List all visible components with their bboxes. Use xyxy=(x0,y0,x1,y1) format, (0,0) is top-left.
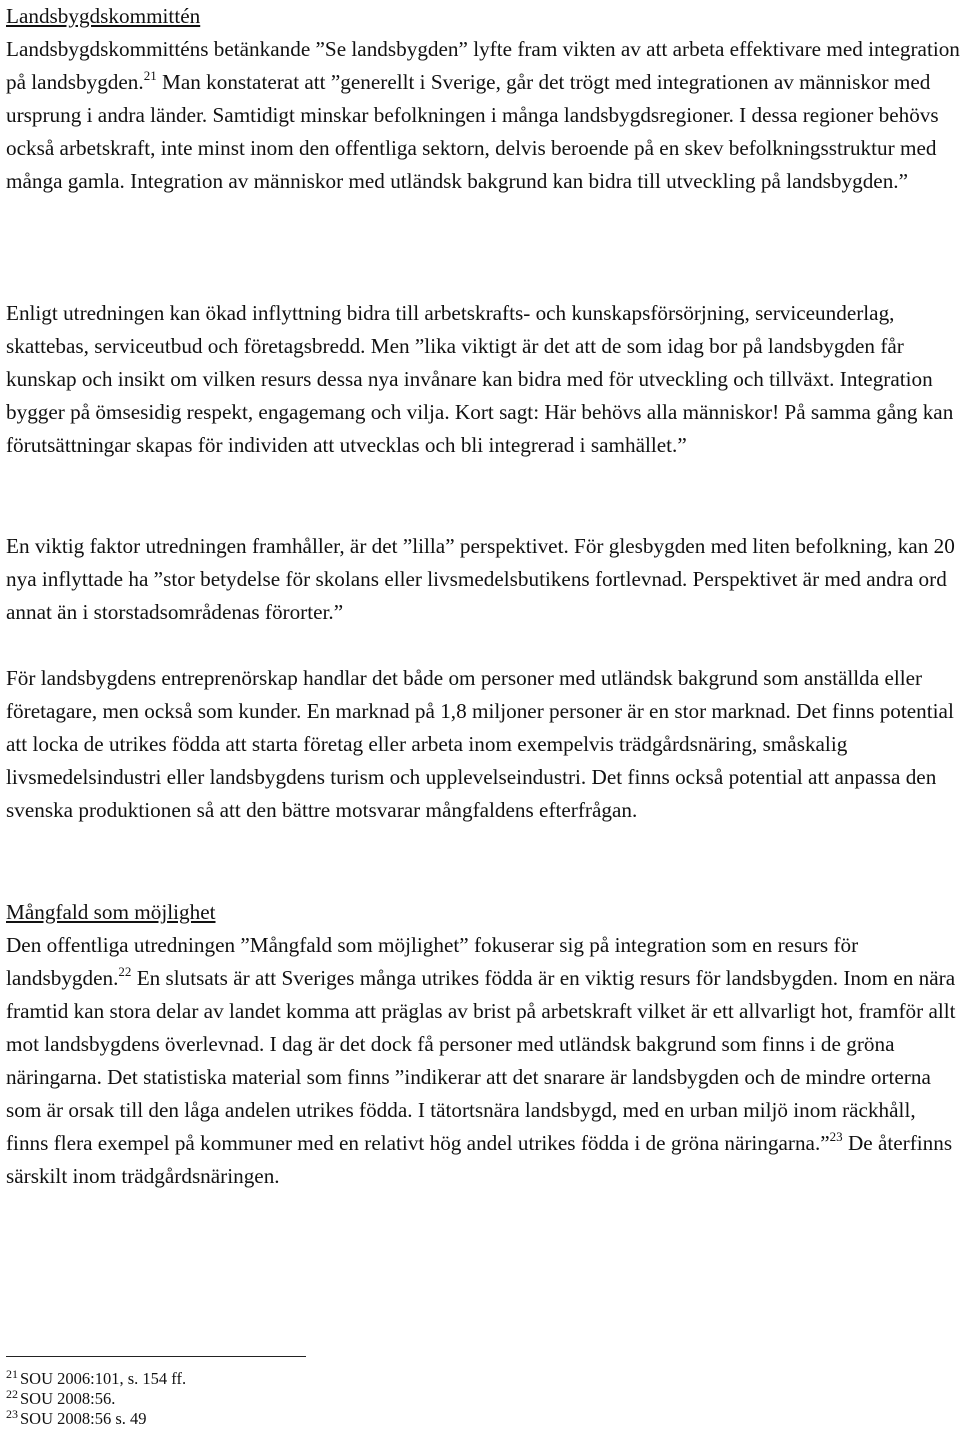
footnote-text: SOU 2008:56 s. 49 xyxy=(20,1409,147,1428)
footnote xyxy=(6,1369,186,1389)
section-heading: Landsbygdskommittén xyxy=(6,4,201,28)
footnote-ref: 22 xyxy=(118,964,132,979)
paragraph-text: De återfinns särskilt inom trädgårdsnäringen. xyxy=(6,1131,953,1188)
paragraph-text: Landsbygdskommitténs betänkande ”Se landsbygden” lyfte fram vikten av att arbeta effektivare med integration på landsbygden. xyxy=(6,37,960,94)
footnote xyxy=(6,1389,115,1409)
paragraph: En viktig faktor utredningen framhåller, är det ”lilla” perspektivet. För glesbygden med liten befolkning, kan 20 nya inflyttade ha ”stor betydelse för skolans eller livsmedelsbutikens fortlevnad. Perspektivet är med andra ord annat än i storstadsområdenas förorter.” xyxy=(6,534,955,624)
footnote-separator xyxy=(6,1356,306,1357)
footnote-ref: 21 xyxy=(143,68,157,83)
section-heading: Mångfald som möjlighet xyxy=(6,900,216,924)
footnote-number: 23 xyxy=(6,1407,18,1421)
section-landsbygdskommitten xyxy=(6,0,960,198)
footnote-number: 22 xyxy=(6,1387,18,1401)
footnote-text: SOU 2006:101, s. 154 ff. xyxy=(20,1369,187,1388)
footnote xyxy=(6,1409,147,1429)
footnote-text: SOU 2008:56. xyxy=(20,1389,116,1408)
paragraph: För landsbygdens entreprenörskap handlar det både om personer med utländsk bakgrund som anställda eller företagare, men också som kunder. En marknad på 1,8 miljoner personer är en stor marknad. Det finns potential att locka de utrikes födda att starta företag eller arbeta inom exempelvis trädgårdsnäring, småskalig livsmedelsindustri eller landsbygdens turism och upplevelseindustri. Det finns också potential att anpassa den svenska produktionen så att den bättre motsvarar mångfaldens efterfrågan. xyxy=(6,666,954,822)
footnote-number: 21 xyxy=(6,1367,18,1381)
paragraph-text: Man konstaterat att ”generellt i Sverige, går det trögt med integrationen av människor med ursprung i andra länder. Samtidigt minskar befolkningen i många landsbygdsregioner. I dessa regioner behövs också arbetskraft, inte minst inom den offentliga sektorn, delvis beroende på en skev befolkningsstruktur med många gamla. Integration av människor med utländsk bakgrund kan bidra till utveckling på landsbygden.” xyxy=(6,70,939,193)
paragraph-text: En slutsats är att Sveriges många utrikes födda är en viktig resurs för landsbygden. Inom en nära framtid kan stora delar av landet komma att präglas av brist på arbetskraft vilket är ett allvarligt hot, framför allt mot landsbygdens överlevnad. I dag är det dock få personer med utländsk bakgrund som finns i de gröna näringarna. Det statistiska material som finns ”indikerar att det snarare är landsbygden och de mindre orterna som är orsak till den låga andelen utrikes födda. I tätortsnära landsbygd, med en urban miljö inom räckhåll, finns flera exempel på kommuner med en relativt hög andel utrikes födda i de gröna näringarna.” xyxy=(6,966,956,1155)
paragraph-text: Den offentliga utredningen ”Mångfald som möjlighet” fokuserar sig på integration som en resurs för landsbygden. xyxy=(6,933,859,990)
section-mangfald xyxy=(6,896,960,1193)
paragraph: Enligt utredningen kan ökad inflyttning bidra till arbetskrafts- och kunskapsförsörjning, serviceunderlag, skattebas, serviceutbud och företagsbredd. Men ”lika viktigt är det att de som idag bor på landsbygden får kunskap och insikt om vilken resurs dessa nya invånare kan bidra med för utveckling och tillväxt. Integration bygger på ömsesidig respekt, engagemang och vilja. Kort sagt: Här behövs alla människor! På samma gång kan förutsättningar skapas för individen att utvecklas och bli integrerad i samhället.” xyxy=(6,301,954,457)
footnote-ref: 23 xyxy=(829,1129,843,1144)
